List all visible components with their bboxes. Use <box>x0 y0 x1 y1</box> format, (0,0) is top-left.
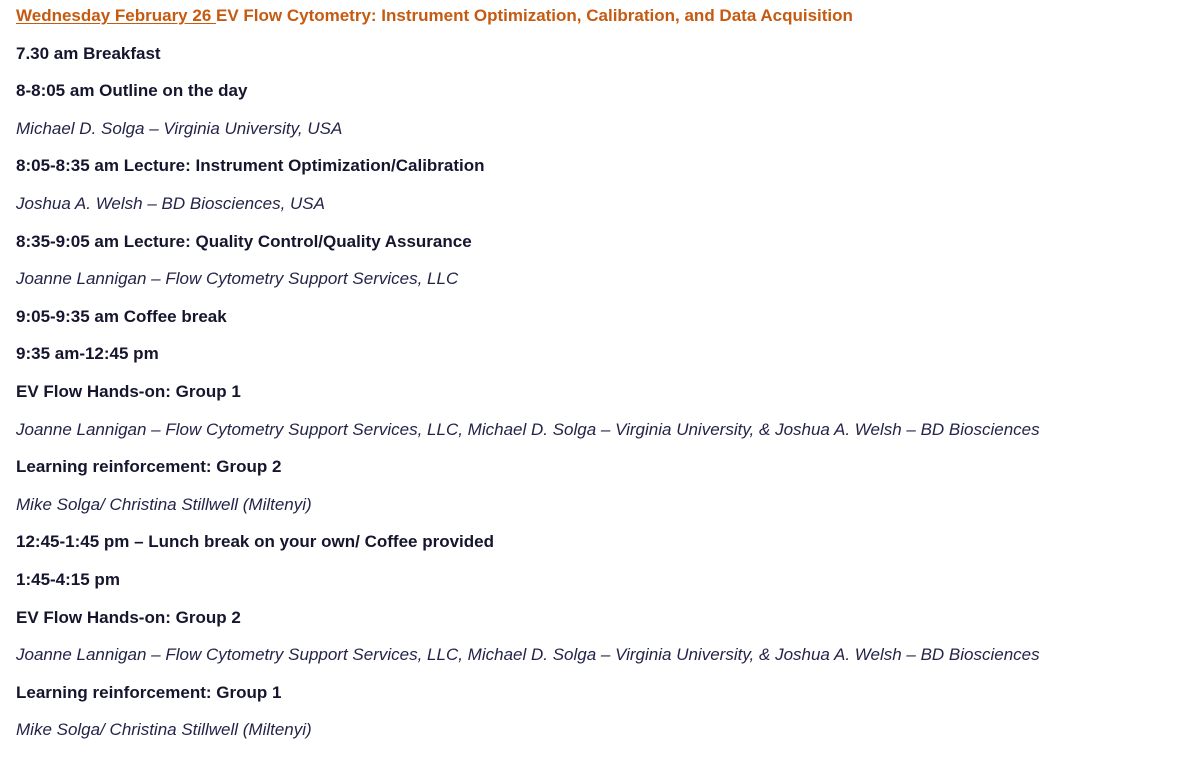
schedule-item-outline: 8-8:05 am Outline on the day <box>16 81 248 101</box>
schedule-item-hands-on-group-2: EV Flow Hands-on: Group 2 <box>16 607 241 627</box>
schedule-item-lecture-calibration: 8:05-8:35 am Lecture: Instrument Optimization/Calibration <box>16 156 485 176</box>
speaker-line: Joshua A. Welsh – BD Biosciences, USA <box>16 193 325 213</box>
speaker-line: Mike Solga/ Christina Stillwell (Miltenyi) <box>16 494 312 514</box>
schedule-item-hands-on-group-1: EV Flow Hands-on: Group 1 <box>16 381 241 401</box>
schedule-item-coffee-break: 9:05-9:35 am Coffee break <box>16 306 227 326</box>
schedule-item-lunch-break: 12:45-1:45 pm – Lunch break on your own/ Coffee provided <box>16 532 494 552</box>
agenda-date-link[interactable]: Wednesday February 26 <box>16 6 216 25</box>
speaker-line: Joanne Lannigan – Flow Cytometry Support Services, LLC <box>16 269 459 289</box>
agenda-title <box>16 5 1186 43</box>
agenda-title-text: EV Flow Cytometry: Instrument Optimization, Calibration, and Data Acquisition <box>216 6 853 25</box>
schedule-item-lecture-qc: 8:35-9:05 am Lecture: Quality Control/Quality Assurance <box>16 231 472 251</box>
speaker-line: Mike Solga/ Christina Stillwell (Miltenyi) <box>16 720 312 740</box>
schedule-item-breakfast: 7.30 am Breakfast <box>16 43 161 63</box>
agenda-document <box>16 5 1186 757</box>
speaker-line: Michael D. Solga – Virginia University, USA <box>16 118 343 138</box>
speaker-line: Joanne Lannigan – Flow Cytometry Support Services, LLC, Michael D. Solga – Virginia University, & Joshua A. Welsh – BD Biosciences <box>16 645 1040 665</box>
schedule-item-reinforcement-group-1: Learning reinforcement: Group 1 <box>16 682 282 702</box>
schedule-time-block-morning: 9:35 am-12:45 pm <box>16 344 159 364</box>
schedule-time-block-afternoon: 1:45-4:15 pm <box>16 569 120 589</box>
speaker-line: Joanne Lannigan – Flow Cytometry Support Services, LLC, Michael D. Solga – Virginia University, & Joshua A. Welsh – BD Biosciences <box>16 419 1040 439</box>
schedule-item-reinforcement-group-2: Learning reinforcement: Group 2 <box>16 457 282 477</box>
